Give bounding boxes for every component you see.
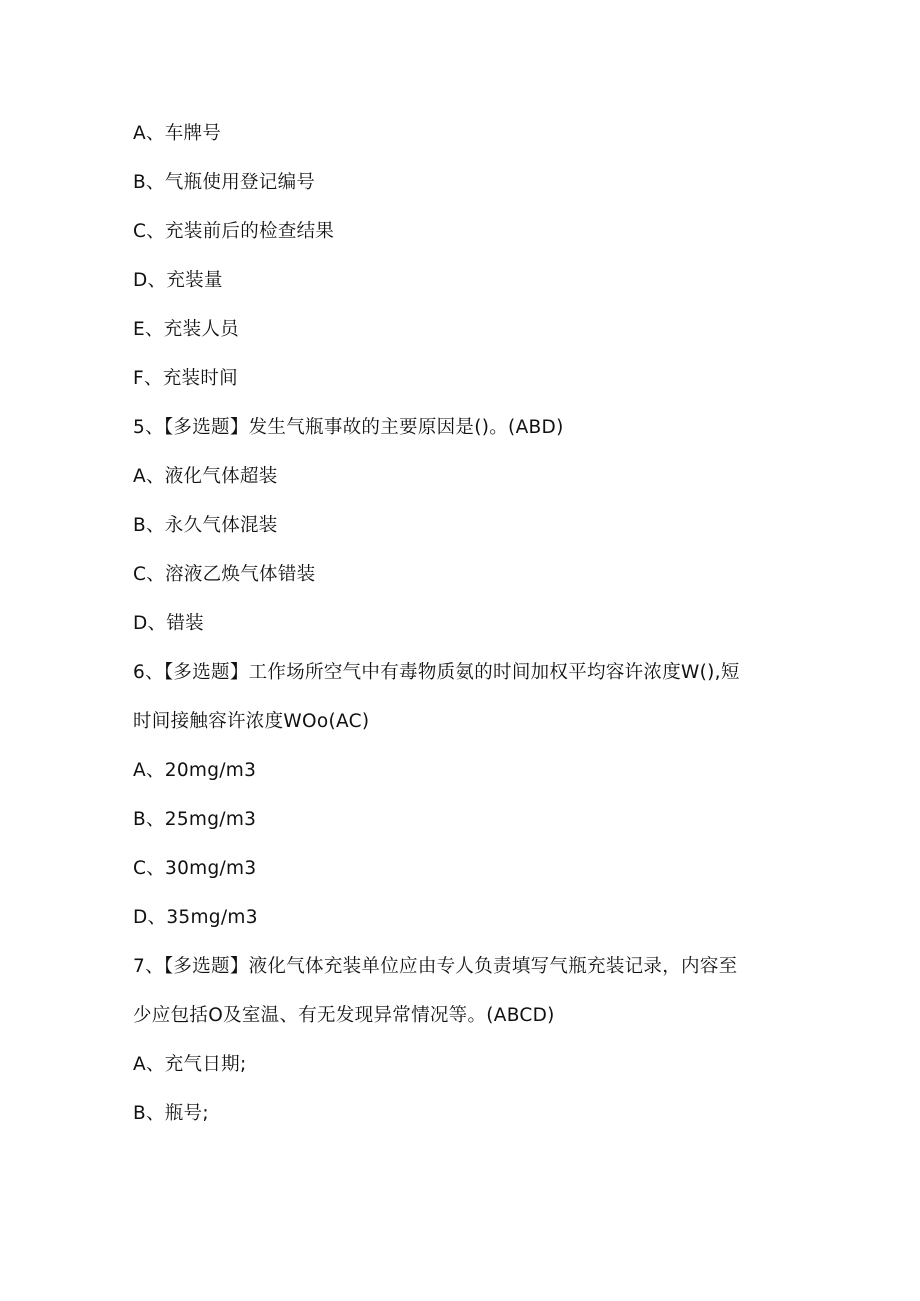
q6-option-c: C、30mg∕m3 — [133, 858, 257, 879]
q4-option-c: C、充装前后的检查结果 — [133, 221, 335, 242]
q4-option-e: E、充装人员 — [133, 319, 239, 340]
q4-option-b: B、气瓶使用登记编号 — [133, 172, 316, 193]
q6-question-line-2: 时间接触容许浓度WOo(AC) — [133, 711, 370, 732]
q5-option-b: B、永久气体混装 — [133, 515, 278, 536]
q6-option-a: A、20mg∕m3 — [133, 760, 257, 781]
q6-option-d: D、35mg∕m3 — [133, 907, 258, 928]
q7-question-line-1: 7、【多选题】液化气体充装单位应由专人负责填写气瓶充装记录，内容至 — [133, 956, 738, 977]
q7-question-line-2: 少应包括O及室温、有无发现异常情况等。(ABCD) — [133, 1005, 555, 1026]
q4-option-f: F、充装时间 — [133, 368, 238, 389]
q6-option-b: B、25mg∕m3 — [133, 809, 257, 830]
q4-option-a: A、车牌号 — [133, 123, 222, 144]
q7-option-a: A、充气日期; — [133, 1054, 247, 1075]
q4-option-d: D、充装量 — [133, 270, 223, 291]
q5-option-d: D、错装 — [133, 613, 204, 634]
q7-option-b: B、瓶号; — [133, 1103, 209, 1124]
q5-option-c: C、溶液乙焕气体错装 — [133, 564, 316, 585]
q5-question: 5、【多选题】发生气瓶事故的主要原因是()。(ABD) — [133, 417, 564, 438]
q6-question-line-1: 6、【多选题】工作场所空气中有毒物质氨的时间加权平均容许浓度W(),短 — [133, 662, 740, 683]
q5-option-a: A、液化气体超装 — [133, 466, 278, 487]
